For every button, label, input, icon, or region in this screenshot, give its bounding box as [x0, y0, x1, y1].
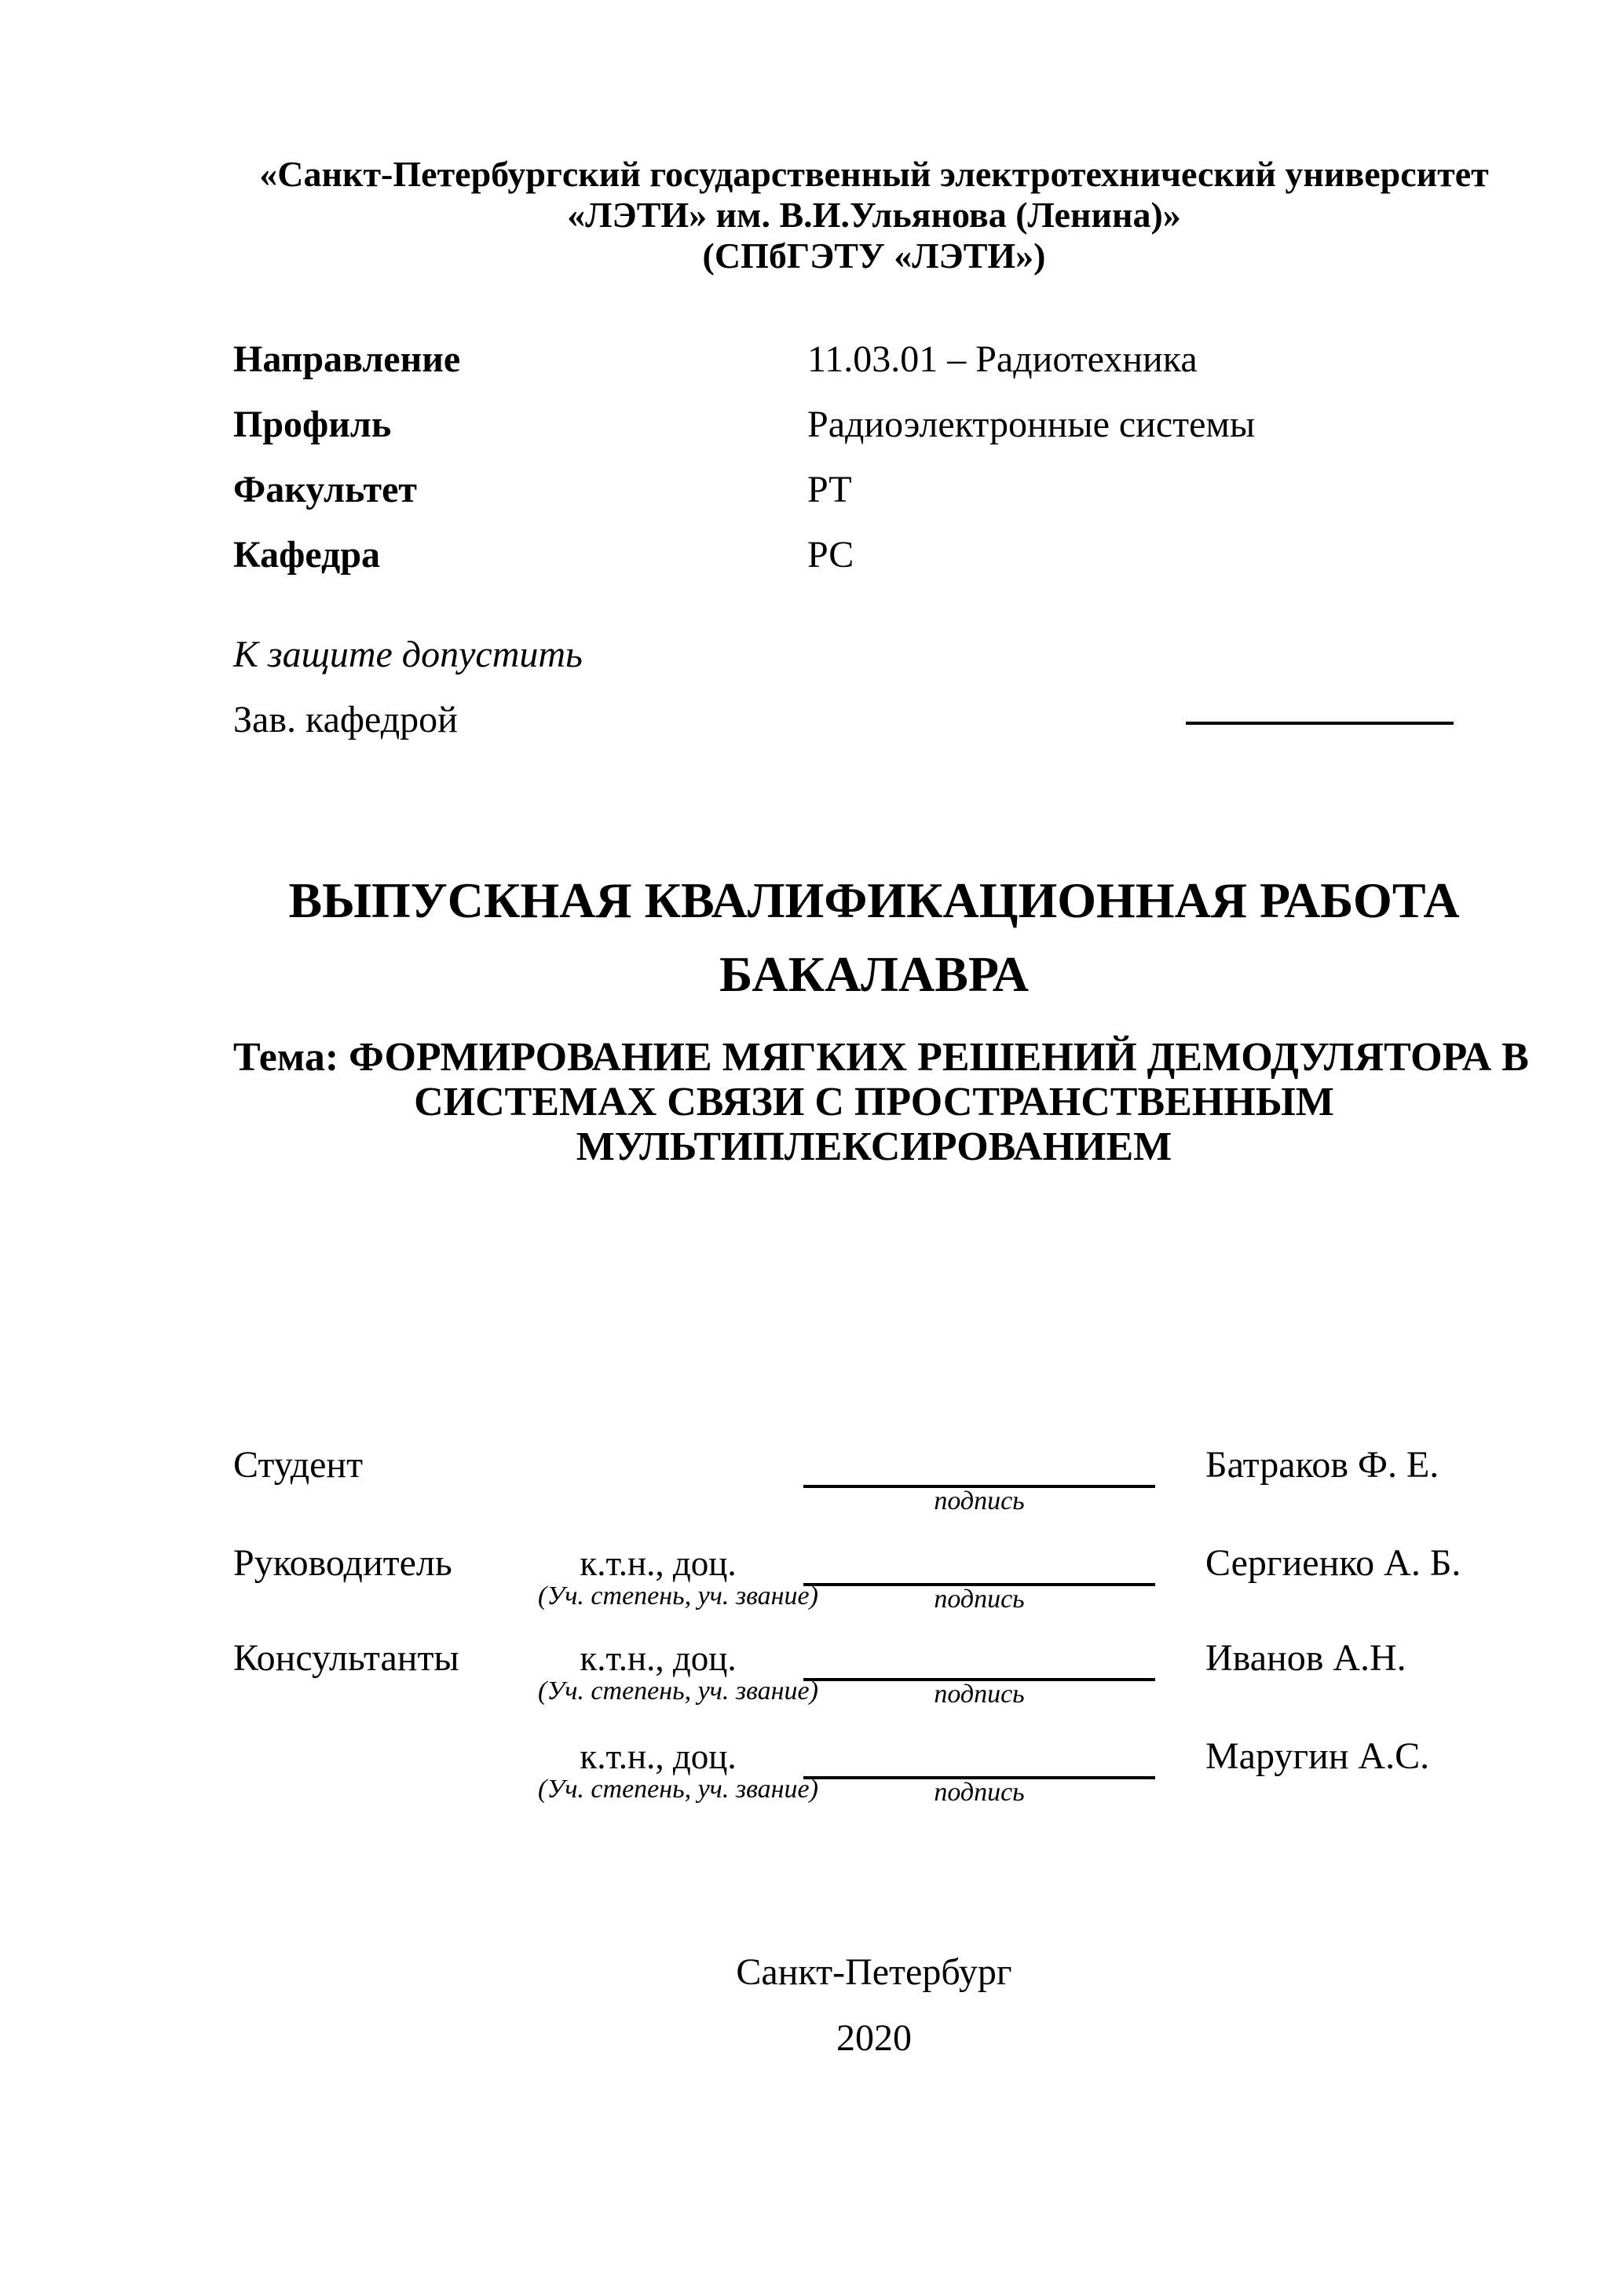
program-fields-section: [233, 327, 1515, 587]
rank-caption: (Уч. степень, уч. звание): [538, 1676, 818, 1706]
academic-rank-cell: [538, 1634, 818, 1706]
topic-line-2: СИСТЕМАХ СВЯЗИ С ПРОСТРАНСТВЕННЫМ: [414, 1080, 1334, 1124]
signature-role-label: Руководитель: [233, 1542, 452, 1584]
work-type-title: ВЫПУСКНАЯ КВАЛИФИКАЦИОННАЯ РАБОТА: [288, 872, 1460, 928]
university-abbreviation: (СПбГЭТУ «ЛЭТИ»): [702, 236, 1046, 276]
signature-caption: подпись: [934, 1680, 1025, 1709]
topic-block: [233, 1035, 1529, 1169]
topic-line-1: Тема: ФОРМИРОВАНИЕ МЯГКИХ РЕШЕНИЙ ДЕМОДУЛЯТОРА В: [233, 1035, 1529, 1080]
work-title-section: [233, 864, 1515, 1011]
field-row-direction: [233, 327, 1515, 392]
field-row-profile: [233, 392, 1515, 457]
signature-row-consultant-2: [233, 1732, 1515, 1825]
topic-line-3: МУЛЬТИПЛЕКСИРОВАНИЕМ: [576, 1124, 1172, 1169]
university-header: [233, 154, 1515, 276]
field-label-faculty: Факультет: [233, 469, 417, 510]
admission-section: [233, 622, 1515, 752]
signatory-name: Иванов А.Н.: [1205, 1637, 1406, 1679]
academic-rank: к.т.н., доц.: [580, 1544, 737, 1583]
signature-row-supervisor: [233, 1539, 1515, 1632]
signature-role-label: Консультанты: [233, 1637, 459, 1679]
signature-row-student: [233, 1441, 1515, 1534]
year-label: 2020: [836, 2017, 912, 2059]
signatory-name: Сергиенко А. Б.: [1205, 1542, 1461, 1584]
department-head-label: Зав. кафедрой: [233, 699, 458, 740]
admission-note: К защите допустить: [233, 634, 583, 675]
academic-rank: к.т.н., доц.: [580, 1639, 737, 1678]
city-label: Санкт-Петербург: [736, 1951, 1012, 1993]
field-row-faculty: [233, 457, 1515, 522]
field-label-direction: Направление: [233, 338, 461, 380]
degree-title: БАКАЛАВРА: [719, 946, 1030, 1002]
field-value-profile: Радиоэлектронные системы: [807, 404, 1256, 445]
field-value-direction: 11.03.01 – Радиотехника: [807, 338, 1198, 380]
university-name-line-2: «ЛЭТИ» им. В.И.Ульянова (Ленина)»: [567, 195, 1181, 235]
field-label-department: Кафедра: [233, 534, 381, 576]
field-value-department: РС: [807, 534, 854, 576]
department-head-signature-blank: [1186, 722, 1454, 725]
document-footer: [233, 1940, 1515, 2071]
field-row-department: [233, 522, 1515, 587]
academic-rank-cell: [538, 1539, 818, 1610]
field-label-profile: Профиль: [233, 404, 392, 445]
university-name-line-1: «Санкт-Петербургский государственный электротехнический университет: [259, 154, 1489, 194]
academic-rank: к.т.н., доц.: [580, 1737, 737, 1776]
signature-caption: подпись: [934, 1486, 1025, 1515]
signature-row-consultant-1: [233, 1634, 1515, 1727]
department-head-row: [233, 687, 1515, 752]
signatory-name: Батраков Ф. Е.: [1205, 1444, 1439, 1486]
signature-role-label: Студент: [233, 1444, 364, 1486]
signature-caption: подпись: [934, 1778, 1025, 1807]
academic-rank-cell: [538, 1732, 818, 1804]
signature-caption: подпись: [934, 1585, 1025, 1614]
field-value-faculty: РТ: [807, 469, 852, 510]
signatory-name: Маругин А.С.: [1205, 1735, 1430, 1777]
rank-caption: (Уч. степень, уч. звание): [538, 1581, 818, 1610]
rank-caption: (Уч. степень, уч. звание): [538, 1775, 818, 1804]
